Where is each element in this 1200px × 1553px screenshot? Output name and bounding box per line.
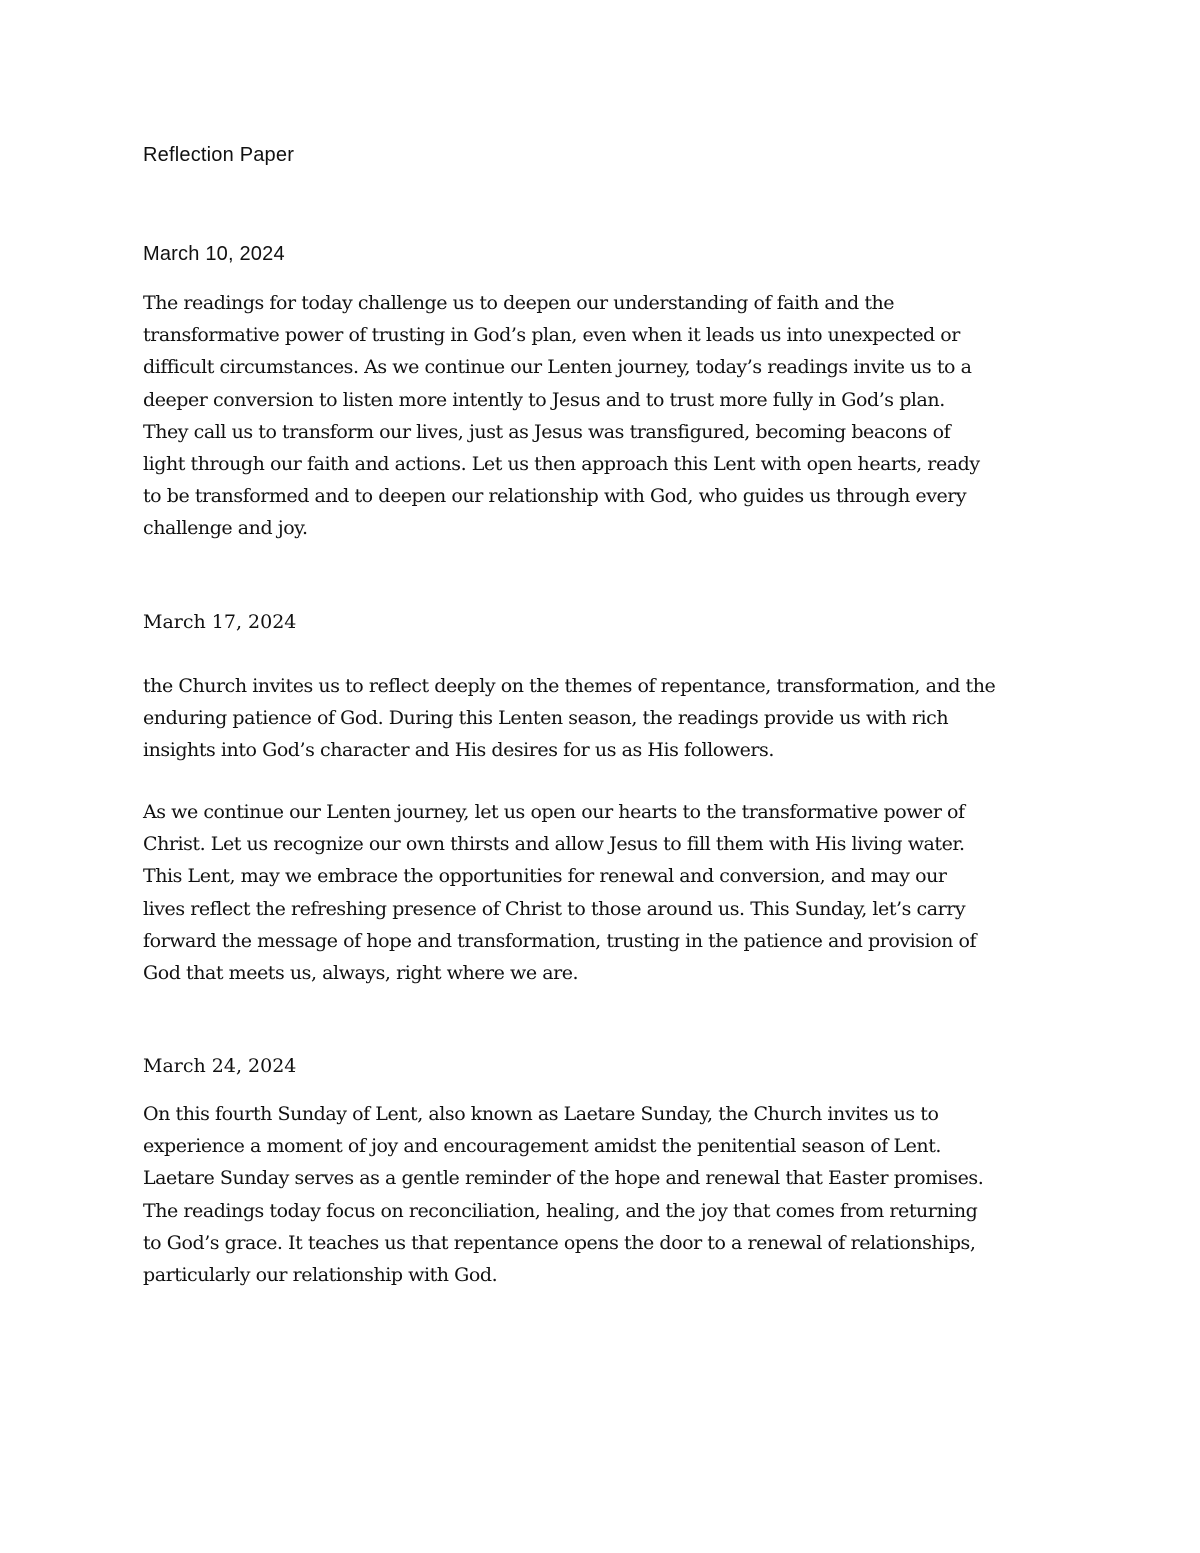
paragraph-line: They call us to transform our lives, just as Jesus was transfigured, becoming beacons of bbox=[143, 420, 951, 443]
paragraph-line: Laetare Sunday serves as a gentle reminder of the hope and renewal that Easter promises. bbox=[143, 1167, 984, 1190]
paragraph-line: challenge and joy. bbox=[143, 517, 308, 540]
paragraph-line: the Church invites us to reflect deeply on the themes of repentance, transformation, and the bbox=[143, 675, 996, 697]
paragraph-line: particularly our relationship with God. bbox=[143, 1264, 498, 1287]
paragraph-line: enduring patience of God. During this Lenten season, the readings provide us with rich bbox=[143, 707, 949, 730]
paragraph-line: to God’s grace. It teaches us that repentance opens the door to a renewal of relationships, bbox=[143, 1231, 976, 1254]
paragraph-line: As we continue our Lenten journey, let us open our hearts to the transformative power of bbox=[143, 801, 965, 823]
paragraph-line: light through our faith and actions. Let us then approach this Lent with open hearts, ready bbox=[143, 453, 980, 476]
paragraph-line: forward the message of hope and transformation, trusting in the patience and provision of bbox=[143, 929, 977, 952]
paragraph-line: deeper conversion to listen more intently to Jesus and to trust more fully in God’s plan. bbox=[143, 388, 945, 411]
paragraph-line: Christ. Let us recognize our own thirsts and allow Jesus to fill them with His living water. bbox=[143, 833, 965, 856]
entry-date: March 17, 2024 bbox=[143, 611, 297, 633]
entry-paragraph bbox=[143, 670, 995, 767]
paragraph-line: insights into God’s character and His desires for us as His followers. bbox=[143, 739, 774, 762]
document-title: Reflection Paper bbox=[143, 144, 295, 166]
paragraph-line: On this fourth Sunday of Lent, also known as Laetare Sunday, the Church invites us to bbox=[143, 1103, 939, 1125]
paragraph-line: This Lent, may we embrace the opportunities for renewal and conversion, and may our bbox=[143, 865, 947, 888]
paragraph-line: transformative power of trusting in God’s plan, even when it leads us into unexpected or bbox=[143, 324, 960, 347]
paragraph-line: to be transformed and to deepen our relationship with God, who guides us through every bbox=[143, 485, 967, 508]
entry-date: March 24, 2024 bbox=[143, 1055, 297, 1077]
entry-paragraph bbox=[143, 1098, 983, 1291]
paragraph-line: difficult circumstances. As we continue our Lenten journey, today’s readings invite us to a bbox=[143, 356, 972, 379]
paragraph-line: God that meets us, always, right where we are. bbox=[143, 962, 579, 985]
entry-paragraph bbox=[143, 287, 980, 545]
paragraph-line: The readings for today challenge us to deepen our understanding of faith and the bbox=[143, 292, 895, 314]
entry-paragraph bbox=[143, 796, 976, 989]
paragraph-line: lives reflect the refreshing presence of Christ to those around us. This Sunday, let’s carry bbox=[143, 897, 966, 920]
paragraph-line: experience a moment of joy and encouragement amidst the penitential season of Lent. bbox=[143, 1135, 941, 1158]
entry-date: March 10, 2024 bbox=[143, 243, 285, 265]
paragraph-line: The readings today focus on reconciliation, healing, and the joy that comes from returning bbox=[143, 1199, 978, 1222]
